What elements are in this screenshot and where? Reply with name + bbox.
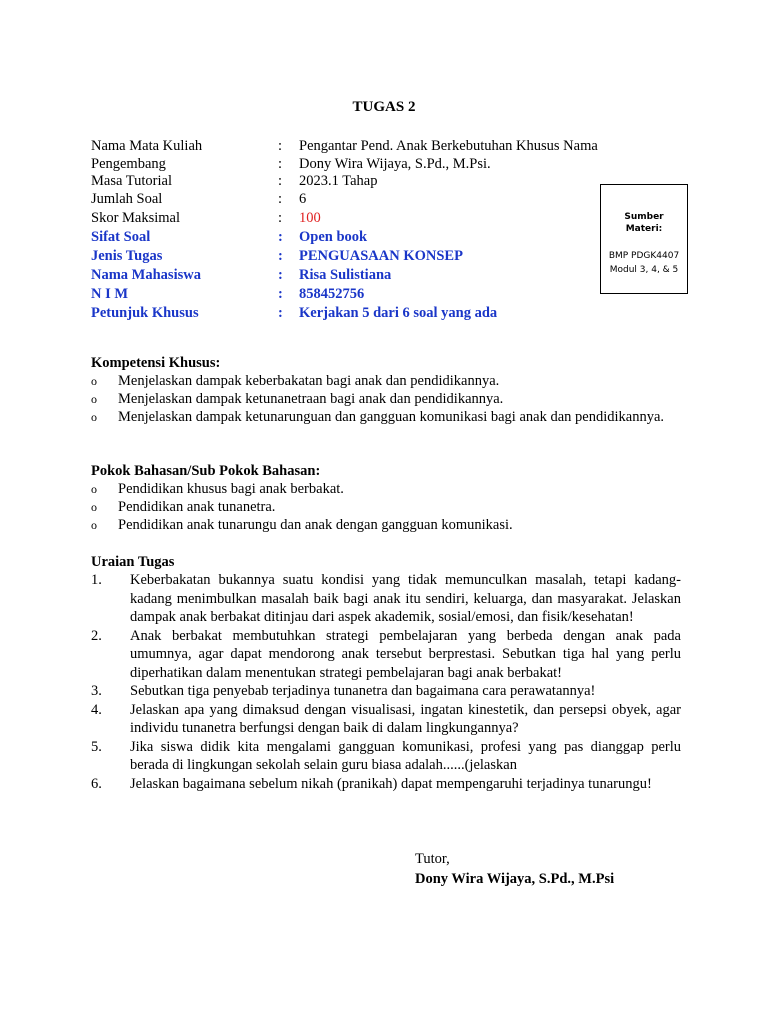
list-item-text: Menjelaskan dampak keberbakatan bagi anak dan pendidikannya. bbox=[118, 373, 500, 389]
info-label: Masa Tutorial bbox=[91, 173, 172, 189]
tasks-heading: Uraian Tugas bbox=[91, 554, 175, 570]
task-item bbox=[91, 627, 681, 683]
info-colon: : bbox=[278, 173, 283, 189]
info-value: Open book bbox=[299, 229, 368, 245]
info-label: Petunjuk Khusus bbox=[91, 305, 199, 321]
tutor-label: Tutor, bbox=[415, 851, 450, 867]
task-number: 6. bbox=[91, 775, 102, 792]
info-colon: : bbox=[278, 138, 283, 154]
info-label: Pengembang bbox=[91, 156, 166, 172]
list-item bbox=[91, 498, 681, 516]
info-value: PENGUASAAN KONSEP bbox=[299, 248, 463, 264]
info-value: Kerjakan 5 dari 6 soal yang ada bbox=[299, 305, 498, 321]
competency-heading: Kompetensi Khusus: bbox=[91, 355, 221, 371]
task-text: Keberbakatan bukannya suatu kondisi yang tidak memunculkan masalah, tetapi kadang-kadang menimbulkan masalah baik bagi anak itu sendiri, keluarga, dan masyarakat. Jelaskan dampak anak berbakat ditinjau dari aspek akademik, sosial/emosi, dan fisik/kesehatan! bbox=[130, 572, 681, 625]
info-colon: : bbox=[278, 305, 283, 321]
info-value: Dony Wira Wijaya, S.Pd., M.Psi. bbox=[299, 156, 491, 172]
source-material-box bbox=[600, 184, 688, 294]
bullet-icon: o bbox=[91, 500, 97, 514]
task-item bbox=[91, 701, 681, 738]
source-heading-line: Materi: bbox=[625, 224, 663, 234]
info-colon: : bbox=[278, 191, 283, 207]
document-title: TUGAS 2 bbox=[352, 99, 416, 115]
info-value: 2023.1 Tahap bbox=[299, 173, 378, 189]
bullet-icon: o bbox=[91, 482, 97, 496]
info-value: 100 bbox=[299, 210, 321, 226]
info-colon: : bbox=[278, 210, 283, 226]
list-item bbox=[91, 372, 681, 390]
bullet-icon: o bbox=[91, 392, 97, 406]
task-number: 5. bbox=[91, 738, 102, 755]
tutor-signature bbox=[415, 849, 614, 889]
info-colon: : bbox=[278, 286, 283, 302]
task-text: Jelaskan bagaimana sebelum nikah (pranikah) dapat mempengaruhi terjadinya tunarungu! bbox=[130, 775, 652, 792]
info-label: Jumlah Soal bbox=[91, 191, 163, 207]
task-item bbox=[91, 738, 681, 775]
info-value: 6 bbox=[299, 191, 307, 207]
list-item-text: Pendidikan anak tunarungu dan anak dengan gangguan komunikasi. bbox=[118, 517, 513, 533]
info-value: Risa Sulistiana bbox=[299, 267, 392, 283]
task-number: 1. bbox=[91, 572, 102, 588]
list-item-text: Pendidikan anak tunanetra. bbox=[118, 499, 276, 515]
task-item bbox=[91, 775, 681, 794]
task-text: Jelaskan apa yang dimaksud dengan visualisasi, ingatan kinestetik, dan persepsi obyek, agar individu tunanetra berfungsi dengan baik di dalam lingkungannya? bbox=[130, 701, 681, 736]
list-item-text: Menjelaskan dampak ketunanetraan bagi anak dan pendidikannya. bbox=[118, 391, 504, 407]
info-label: Skor Maksimal bbox=[91, 210, 181, 226]
info-colon: : bbox=[278, 267, 283, 283]
tutor-name: Dony Wira Wijaya, S.Pd., M.Psi bbox=[415, 871, 615, 887]
bullet-icon: o bbox=[91, 374, 97, 388]
bullet-icon: o bbox=[91, 518, 97, 532]
task-text: Sebutkan tiga penyebab terjadinya tunanetra dan bagaimana cara perawatannya! bbox=[130, 683, 596, 699]
bullet-icon: o bbox=[91, 410, 97, 424]
info-colon: : bbox=[278, 156, 283, 172]
source-line: BMP PDGK4407 bbox=[608, 251, 680, 261]
task-number: 3. bbox=[91, 683, 102, 699]
task-text: Anak berbakat membutuhkan strategi pembelajaran yang berbeda dengan anak pada umumnya, agar dapat mendorong anak tersebut berprestasi. Sebutkan tiga hal yang perlu diperhatikan dalam menentukan strategi pembelajaran bagi anak berbakat! bbox=[130, 627, 681, 681]
list-item bbox=[91, 480, 681, 498]
source-line: Modul 3, 4, & 5 bbox=[609, 265, 679, 275]
task-text: Jika siswa didik kita mengalami gangguan komunikasi, profesi yang pas dianggap perlu berada di lingkungan sekolah selain guru biasa adalah......(jelaskan bbox=[130, 738, 681, 773]
list-item-text: Menjelaskan dampak ketunarunguan dan gangguan komunikasi bagi anak dan pendidikannya. bbox=[118, 409, 665, 425]
source-text bbox=[601, 249, 687, 277]
tasks-section bbox=[91, 553, 681, 793]
source-heading bbox=[601, 211, 687, 235]
topics-section bbox=[91, 462, 681, 534]
task-item bbox=[91, 682, 681, 701]
list-item-text: Pendidikan khusus bagi anak berbakat. bbox=[118, 481, 344, 497]
info-label: Jenis Tugas bbox=[91, 248, 163, 264]
info-label: Sifat Soal bbox=[91, 229, 151, 245]
info-label: Nama Mahasiswa bbox=[91, 267, 201, 283]
info-colon: : bbox=[278, 248, 283, 264]
topics-heading: Pokok Bahasan/Sub Pokok Bahasan: bbox=[91, 463, 321, 479]
task-number: 4. bbox=[91, 701, 102, 718]
info-value: Pengantar Pend. Anak Berkebutuhan Khusus Nama bbox=[299, 138, 598, 154]
info-label: N I M bbox=[91, 286, 129, 302]
task-number: 2. bbox=[91, 627, 102, 644]
list-item bbox=[91, 390, 681, 408]
info-value: 858452756 bbox=[299, 286, 365, 302]
list-item bbox=[91, 408, 681, 426]
source-heading-line: Sumber bbox=[624, 212, 664, 222]
info-colon: : bbox=[278, 229, 283, 245]
info-label: Nama Mata Kuliah bbox=[91, 138, 203, 154]
competency-section bbox=[91, 354, 681, 426]
list-item bbox=[91, 516, 681, 534]
task-item bbox=[91, 571, 681, 627]
